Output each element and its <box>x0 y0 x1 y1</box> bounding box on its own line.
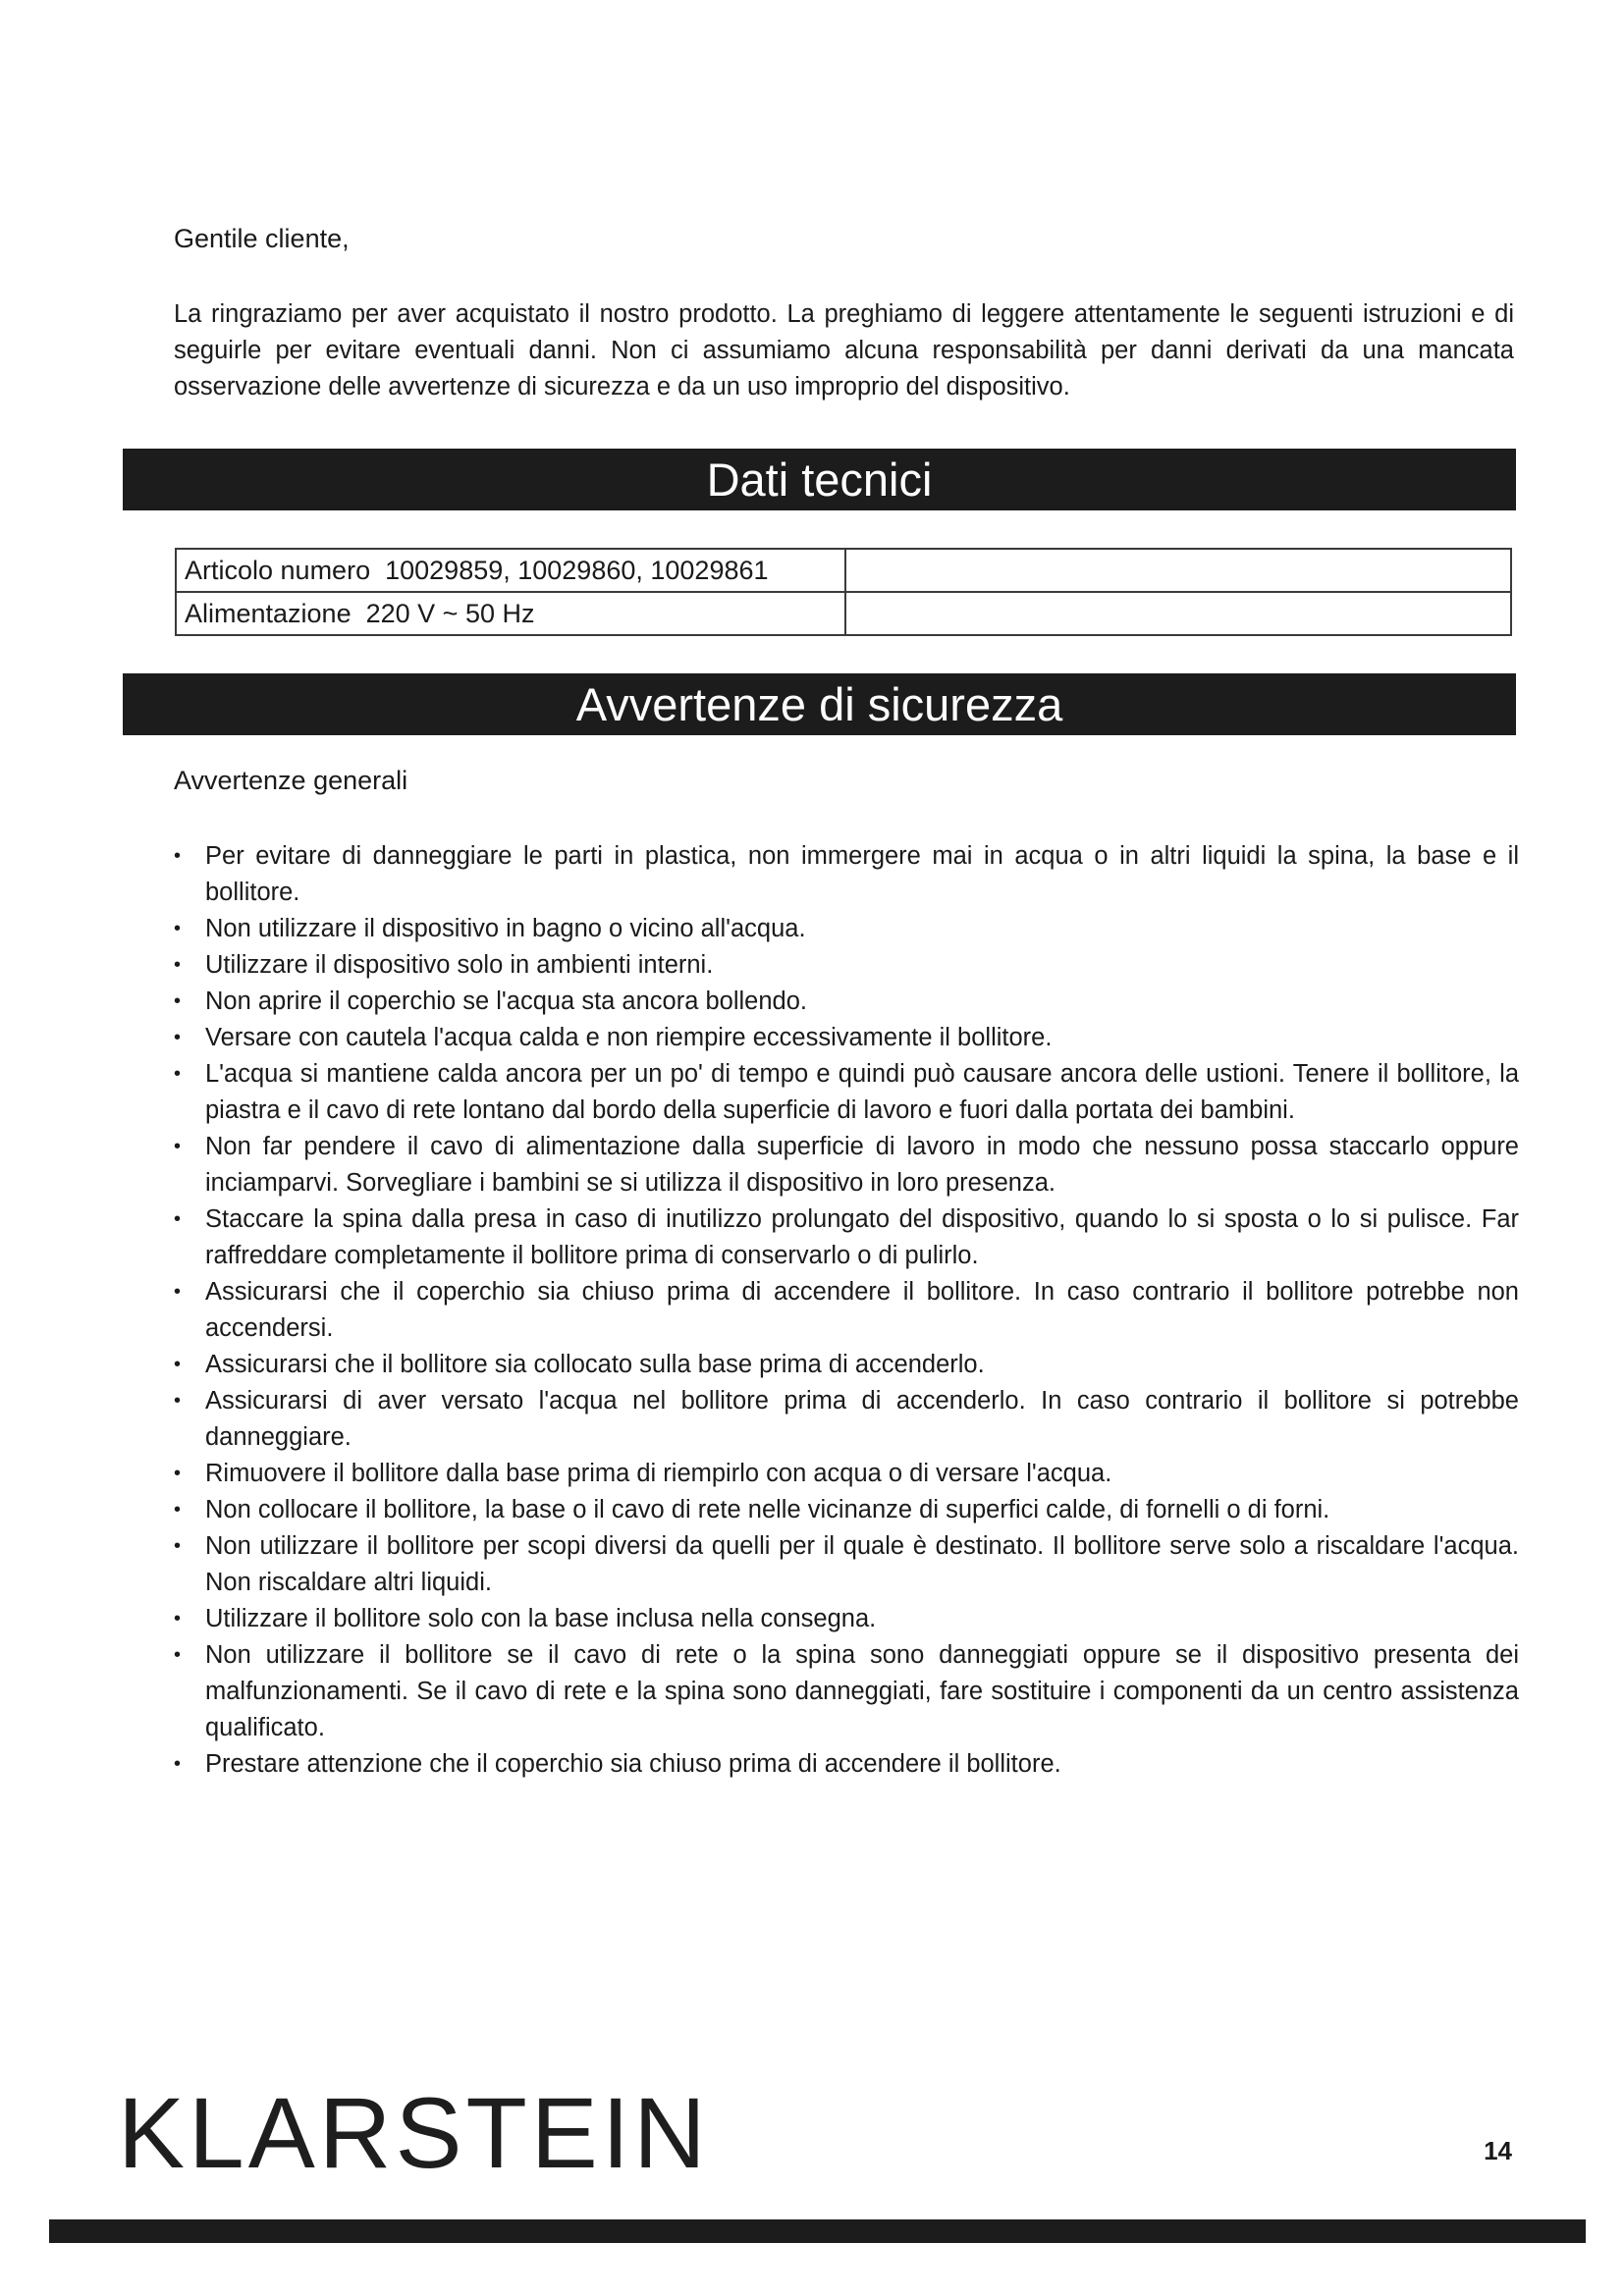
spec-empty-cell <box>845 549 1511 592</box>
spec-row-article <box>176 549 1511 592</box>
warning-item: • Non collocare il bollitore, la base o il cavo di rete nelle vicinanze di superfici calde, di fornelli o di forni. <box>174 1492 1519 1528</box>
section-header-technical-data: Dati tecnici <box>123 449 1516 510</box>
warning-item: • L'acqua si mantiene calda ancora per un po' di tempo e quindi può causare ancora delle ustioni. Tenere il bollitore, la piastra e il cavo di rete lontano dal bordo della superficie di lavoro e fuori dalla portata dei bambini. <box>174 1056 1519 1129</box>
spec-label: Alimentazione <box>185 598 352 628</box>
section-header-safety: Avvertenze di sicurezza <box>123 673 1516 735</box>
warning-item: • Non far pendere il cavo di alimentazione dalla superficie di lavoro in modo che nessuno possa staccarlo oppure inciamparvi. Sorvegliare i bambini se si utilizza il dispositivo in loro presenza. <box>174 1129 1519 1201</box>
spec-value: 10029859, 10029860, 10029861 <box>385 555 769 585</box>
warning-item: • Assicurarsi che il coperchio sia chiuso prima di accendere il bollitore. In caso contrario il bollitore potrebbe non accendersi. <box>174 1274 1519 1347</box>
warning-item: • Staccare la spina dalla presa in caso di inutilizzo prolungato del dispositivo, quando lo si sposta o lo si pulisce. Far raffreddare completamente il bollitore prima di conservarlo o di pulirlo. <box>174 1201 1519 1274</box>
general-warnings-heading: Avvertenze generali <box>174 766 408 795</box>
spec-cell <box>176 549 845 592</box>
intro-paragraph: La ringraziamo per aver acquistato il nostro prodotto. La preghiamo di leggere attentamente le seguenti istruzioni e di seguirle per evitare eventuali danni. Non ci assumiamo alcuna responsabilità per danni derivati da una mancata osservazione delle avvertenze di sicurezza e da un uso improprio del dispositivo. <box>174 300 1514 400</box>
warning-item: • Assicurarsi di aver versato l'acqua nel bollitore prima di accenderlo. In caso contrario il bollitore si potrebbe danneggiare. <box>174 1383 1519 1456</box>
warning-item: • Assicurarsi che il bollitore sia collocato sulla base prima di accenderlo. <box>174 1347 1519 1383</box>
page-number: 14 <box>1484 2136 1512 2165</box>
warning-item: • Rimuovere il bollitore dalla base prima di riempirlo con acqua o di versare l'acqua. <box>174 1456 1519 1492</box>
warning-item: • Per evitare di danneggiare le parti in plastica, non immergere mai in acqua o in altri liquidi la spina, la base e il bollitore. <box>174 838 1519 911</box>
spec-row-power <box>176 592 1511 635</box>
spec-label: Articolo numero <box>185 555 371 585</box>
warning-item: • Non utilizzare il dispositivo in bagno o vicino all'acqua. <box>174 911 1519 947</box>
greeting: Gentile cliente, <box>174 224 350 253</box>
warning-item: • Utilizzare il bollitore solo con la base inclusa nella consegna. <box>174 1601 1519 1637</box>
footer-rule <box>49 2219 1586 2243</box>
warning-item: • Versare con cautela l'acqua calda e non riempire eccessivamente il bollitore. <box>174 1020 1519 1056</box>
spec-empty-cell <box>845 592 1511 635</box>
spec-table <box>175 548 1512 636</box>
warning-item: • Prestare attenzione che il coperchio sia chiuso prima di accendere il bollitore. <box>174 1746 1519 1783</box>
warning-item: • Non aprire il coperchio se l'acqua sta ancora bollendo. <box>174 984 1519 1020</box>
spec-cell <box>176 592 845 635</box>
general-warnings-list <box>174 838 1519 1783</box>
spec-value: 220 V ~ 50 Hz <box>365 598 535 628</box>
warning-item: • Non utilizzare il bollitore se il cavo di rete o la spina sono danneggiati oppure se il dispositivo presenta dei malfunzionamenti. Se il cavo di rete e la spina sono danneggiati, fare sostituire i componenti da un centro assistenza qualificato. <box>174 1637 1519 1746</box>
brand-logo: KLARSTEIN <box>118 2077 710 2189</box>
warning-item: • Utilizzare il dispositivo solo in ambienti interni. <box>174 947 1519 984</box>
warning-item: • Non utilizzare il bollitore per scopi diversi da quelli per il quale è destinato. Il bollitore serve solo a riscaldare l'acqua. Non riscaldare altri liquidi. <box>174 1528 1519 1601</box>
